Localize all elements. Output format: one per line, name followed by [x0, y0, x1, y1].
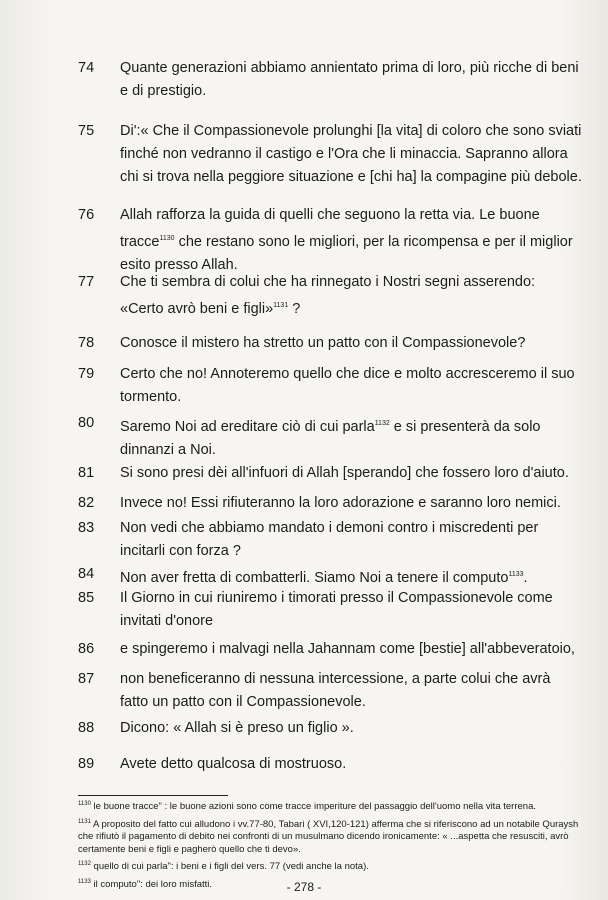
verse-text: non beneficeranno di nessuna intercessione, a parte colui che avrà fatto un patto con il Compassionevole. [120, 671, 551, 710]
verse-text: Conosce il mistero ha stretto un patto con il Compassionevole? [120, 335, 526, 351]
page-number: - 278 - [286, 880, 322, 894]
footnote-ref: 1132 [374, 420, 390, 427]
verse-number: 74 [78, 60, 95, 76]
footnote-divider [78, 795, 228, 796]
footnotes [78, 798, 586, 893]
footnote-ref: 1131 [273, 302, 289, 309]
verse-text: Di':« Che il Compassionevole prolunghi [la vita] di coloro che sono sviati finché non vedranno il castigo e l'Ora che li minaccia. Sapranno allora chi si trova nella peggiore situazione e [chi ha] la compagine più debole. [120, 123, 582, 185]
footnote-ref: 1133 [508, 571, 524, 578]
footnote-1131: $^{1131}$ A proposito del fatto cui alludono i vv.77-80, Tabari ( XVI,120-121) afferma che si riferiscono ad un notabile Quraysh che rifiutò il pagamento di debito nei confronti di un musulmano dicendo ironicamente: « ...aspetta che resusciti, avrò certamente beni e figli e pagherò quello che ti devo». [78, 818, 579, 855]
verse-text: Allah rafforza la guida di quelli che seguono la retta via. Le buone tracce$^{1130}$ che restano sono le migliori, per la ricompensa e per il miglior esito presso Allah. [120, 207, 573, 273]
verse-number: 80 [78, 415, 95, 431]
verse-text: Il Giorno in cui riuniremo i timorati presso il Compassionevole come invitati d'onore [120, 590, 553, 629]
verse-text: Non aver fretta di combatterli. Siamo Noi a tenere il computo$^{1133}$. [120, 570, 528, 586]
verse-number: 75 [78, 123, 95, 139]
verse-number: 81 [78, 465, 95, 481]
footnote-1130: $^{1130}$ le buone tracce" : le buone azioni sono come tracce imperiture del passaggio dell'uomo nella vita terrena. [78, 801, 536, 812]
verse-text: Non vedi che abbiamo mandato i demoni contro i miscredenti per incitarli con forza ? [120, 520, 539, 559]
verse-number: 84 [78, 566, 95, 582]
verse-number: 78 [78, 335, 95, 351]
footnote-1133: $^{1133}$ il computo": dei loro misfatti. [78, 878, 213, 890]
verse-number: 82 [78, 495, 95, 511]
verse-text: Saremo Noi ad ereditare ciò di cui parla$^{1132}$ e si presenterà da solo dinnanzi a Noi. [120, 419, 541, 458]
verse-number: 89 [78, 756, 95, 772]
footnote-mark: 1132 [78, 861, 91, 867]
verse-number: 83 [78, 520, 95, 536]
verse-number: 76 [78, 207, 95, 223]
verse-text: Dicono: « Allah si è preso un figlio ». [120, 720, 354, 736]
verse-text: e spingeremo i malvagi nella Jahannam come [bestie] all'abbeveratoio, [120, 641, 575, 657]
verse-text: Certo che no! Annoteremo quello che dice e molto accresceremo il suo tormento. [120, 366, 575, 405]
verse-number: 77 [78, 274, 95, 290]
verse-number: 85 [78, 590, 95, 606]
verse-number: 79 [78, 366, 95, 382]
verse-number: 87 [78, 671, 95, 687]
verse-number: 88 [78, 720, 95, 736]
footnote-mark: 1133 [78, 878, 91, 885]
verse-text: Quante generazioni abbiamo annientato prima di loro, più ricche di beni e di prestigio. [120, 60, 579, 99]
footnote-1132: $^{1132}$ quello di cui parla": i beni e i figli del vers. 77 (vedi anche la nota). [78, 861, 369, 872]
footnote-ref: 1130 [159, 235, 175, 242]
verse-text: Si sono presi dèi all'infuori di Allah [sperando] che fossero loro d'aiuto. [120, 465, 569, 481]
verse-text: Che ti sembra di colui che ha rinnegato i Nostri segni asserendo: «Certo avrò beni e figli»$^{1131}$ ? [120, 274, 536, 317]
verse-number: 86 [78, 641, 95, 657]
verse-text: Avete detto qualcosa di mostruoso. [120, 756, 347, 772]
verse-text: Invece no! Essi rifiuteranno la loro adorazione e saranno loro nemici. [120, 495, 561, 511]
footnote-mark: 1130 [78, 801, 91, 807]
footnote-mark: 1131 [78, 818, 91, 825]
